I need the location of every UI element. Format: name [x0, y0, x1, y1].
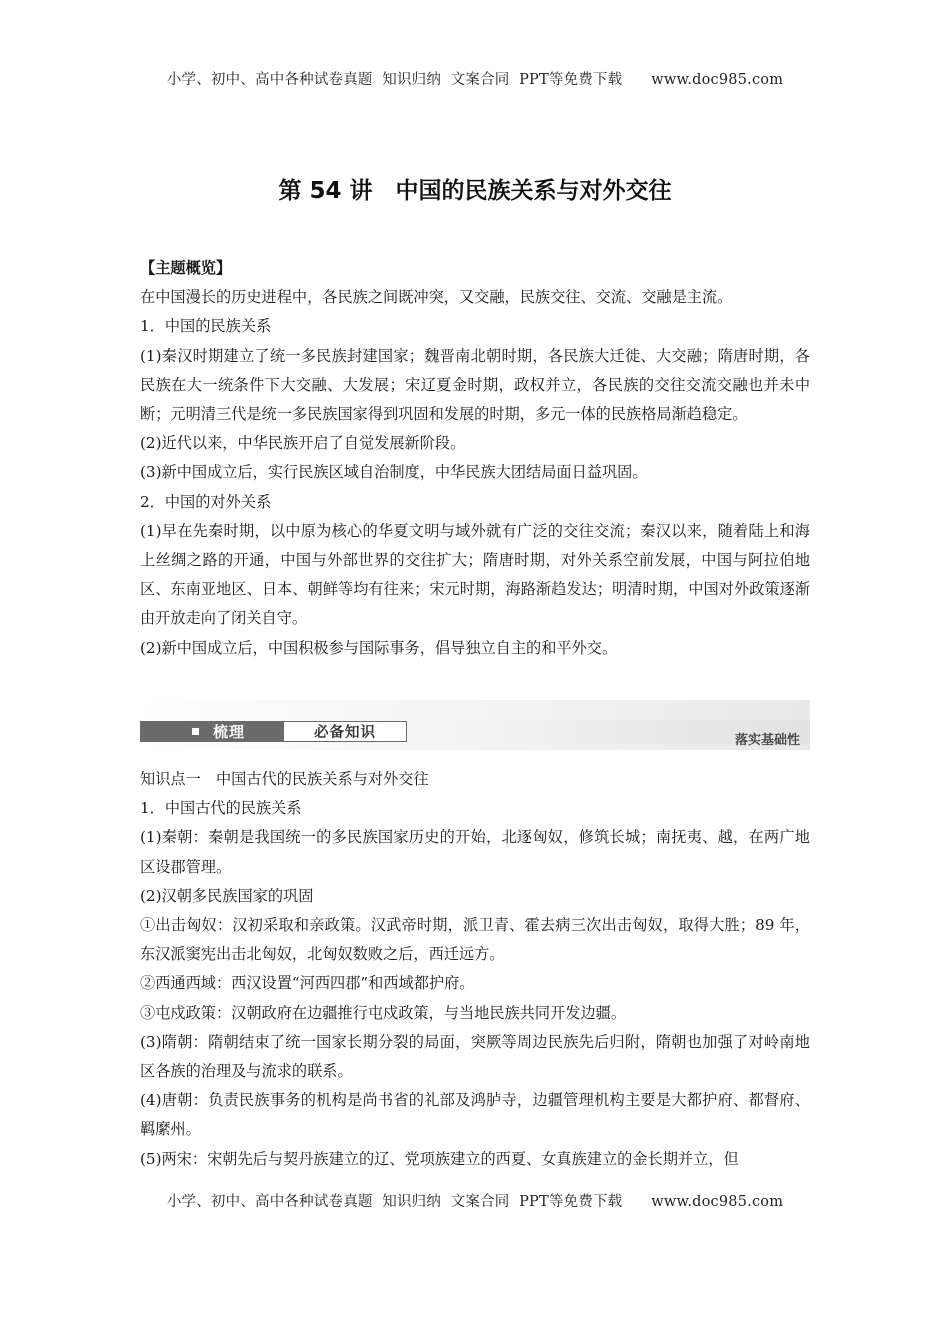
banner-dark-tab — [140, 721, 283, 742]
paragraph: ①出击匈奴：汉初采取和亲政策。汉武帝时期，派卫青、霍去病三次出击匈奴，取得大胜；89 年，东汉派窦宪出击北匈奴，北匈奴数败之后，西迁远方。 — [140, 916, 810, 964]
banner-light-label: 必备知识 — [283, 721, 407, 742]
section-title-foreign-relations: 2．中国的对外关系 — [140, 492, 272, 511]
overview-section — [140, 254, 810, 663]
paragraph: (2)汉朝多民族国家的巩固 — [140, 886, 314, 905]
section-title-ethnic-relations: 1．中国的民族关系 — [140, 317, 272, 336]
paragraph: (1)秦朝：秦朝是我国统一的多民族国家历史的开始，北逐匈奴，修筑长城；南抚夷、越，在两广地区设郡管理。 — [140, 828, 810, 876]
paragraph: (1)秦汉时期建立了统一多民族封建国家；魏晋南北朝时期，各民族大迁徙、大交融；隋唐时期，各民族在大一统条件下大交融、大发展；宋辽夏金时期，政权并立，各民族的交往交流交融也并未中断；元明清三代是统一多民族国家得到巩固和发展的时期，多元一体的民族格局渐趋稳定。 — [140, 346, 810, 424]
square-bullet-icon — [192, 728, 199, 735]
paragraph: (2)近代以来，中华民族开启了自觉发展新阶段。 — [140, 434, 466, 453]
page-footer: 小学、初中、高中各种试卷真题 知识归纳 文案合同 PPT等免费下载 www.doc985.com — [166, 1194, 784, 1210]
overview-intro: 在中国漫长的历史进程中，各民族之间既冲突，又交融，民族交往、交流、交融是主流。 — [140, 288, 733, 307]
paragraph: ③屯戍政策：汉朝政府在边疆推行屯戍政策，与当地民族共同开发边疆。 — [140, 1003, 626, 1022]
page-header: 小学、初中、高中各种试卷真题 知识归纳 文案合同 PPT等免费下载 www.doc985.com — [166, 72, 784, 88]
banner-right-label: 落实基础性 — [734, 733, 800, 748]
paragraph: (3)新中国成立后，实行民族区域自治制度，中华民族大团结局面日益巩固。 — [140, 463, 648, 482]
overview-heading: 【主题概览】 — [140, 259, 232, 277]
banner-dark-label: 梳理 — [213, 723, 246, 741]
lesson-title: 第 54 讲 中国的民族关系与对外交往 — [278, 178, 672, 204]
knowledge-section — [140, 765, 810, 1174]
paragraph: (1)早在先秦时期，以中原为核心的华夏文明与域外就有广泛的交往交流；秦汉以来，随着陆上和海上丝绸之路的开通，中国与外部世界的交往扩大；隋唐时期，对外关系空前发展，中国与阿拉伯地区、东南亚地区、日本、朝鲜等均有往来；宋元时期，海路渐趋发达；明清时期，中国对外政策逐渐由开放走向了闭关自守。 — [140, 521, 810, 628]
knowledge-point-title: 知识点一 中国古代的民族关系与对外交往 — [140, 770, 429, 788]
knowledge-subtitle: 1．中国古代的民族关系 — [140, 799, 302, 818]
paragraph: (5)两宋：宋朝先后与契丹族建立的辽、党项族建立的西夏、女真族建立的金长期并立，但 — [140, 1149, 739, 1168]
paragraph: (4)唐朝：负责民族事务的机构是尚书省的礼部及鸿胪寺，边疆管理机构主要是大都护府、都督府、羁縻州。 — [140, 1091, 810, 1139]
section-banner — [140, 700, 810, 750]
paragraph: (2)新中国成立后，中国积极参与国际事务，倡导独立自主的和平外交。 — [140, 638, 618, 657]
paragraph: (3)隋朝：隋朝结束了统一国家长期分裂的局面，突厥等周边民族先后归附，隋朝也加强了对岭南地区各族的治理及与流求的联系。 — [140, 1032, 810, 1081]
paragraph: ②西通西域：西汉设置“河西四郡”和西域都护府。 — [140, 974, 475, 993]
